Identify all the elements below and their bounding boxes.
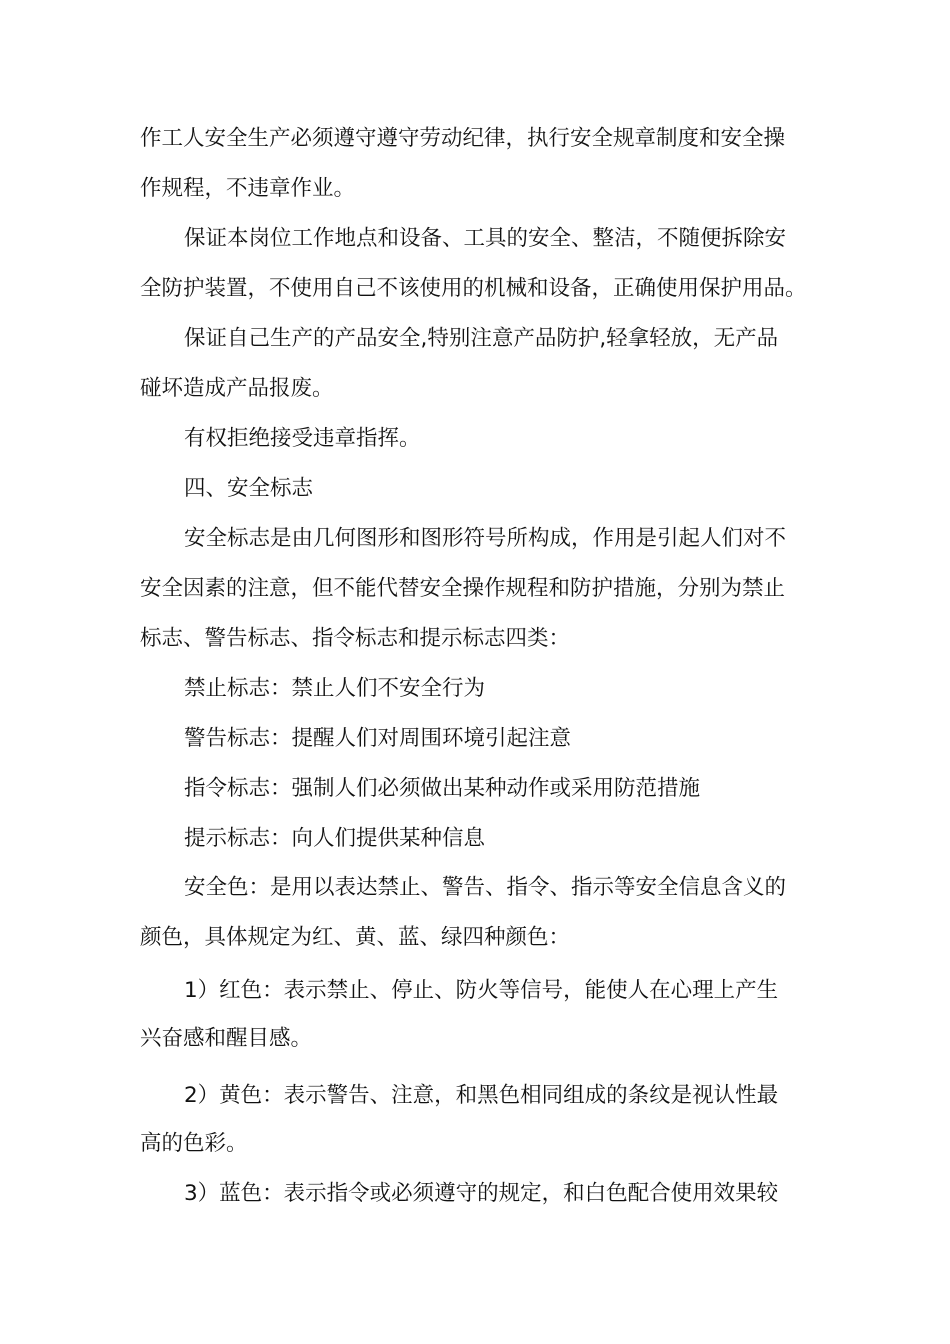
section-heading: 四、安全标志 (184, 476, 314, 501)
paragraph-line: 作规程，不违章作业。 (140, 176, 356, 201)
paragraph-line: 作工人安全生产必须遵守遵守劳动纪律，执行安全规章制度和安全操 (140, 126, 786, 151)
paragraph-line: 兴奋感和醒目感。 (140, 1026, 313, 1051)
paragraph-line: 碰坏造成产品报废。 (140, 376, 334, 401)
paragraph-line: 安全色：是用以表达禁止、警告、指令、指示等安全信息含义的 (184, 875, 787, 900)
paragraph-line: 警告标志：提醒人们对周围环境引起注意 (184, 726, 572, 751)
paragraph-line: 安全因素的注意，但不能代替安全操作规程和防护措施，分别为禁止 (140, 576, 786, 601)
paragraph-line: 3）蓝色：表示指令或必须遵守的规定，和白色配合使用效果较 (184, 1181, 779, 1206)
paragraph-line: 颜色，具体规定为红、黄、蓝、绿四种颜色： (140, 925, 571, 950)
paragraph-line: 保证本岗位工作地点和设备、工具的安全、整洁，不随便拆除安 (184, 226, 787, 251)
paragraph-line: 全防护装置，不使用自己不该使用的机械和设备，正确使用保护用品。 (140, 276, 807, 301)
paragraph-line: 2）黄色：表示警告、注意，和黑色相同组成的条纹是视认性最 (184, 1083, 779, 1108)
paragraph-line: 标志、警告标志、指令标志和提示标志四类： (140, 626, 571, 651)
paragraph-line: 安全标志是由几何图形和图形符号所构成，作用是引起人们对不 (184, 526, 787, 551)
paragraph-line: 有权拒绝接受违章指挥。 (184, 426, 421, 451)
paragraph-line: 保证自己生产的产品安全,特别注意产品防护,轻拿轻放，无产品 (184, 326, 779, 351)
paragraph-line: 1）红色：表示禁止、停止、防火等信号，能使人在心理上产生 (184, 978, 779, 1003)
paragraph-line: 禁止标志：禁止人们不安全行为 (184, 676, 486, 701)
paragraph-line: 指令标志：强制人们必须做出某种动作或采用防范措施 (184, 776, 701, 801)
paragraph-line: 提示标志：向人们提供某种信息 (184, 826, 486, 851)
paragraph-line: 高的色彩。 (140, 1131, 248, 1156)
